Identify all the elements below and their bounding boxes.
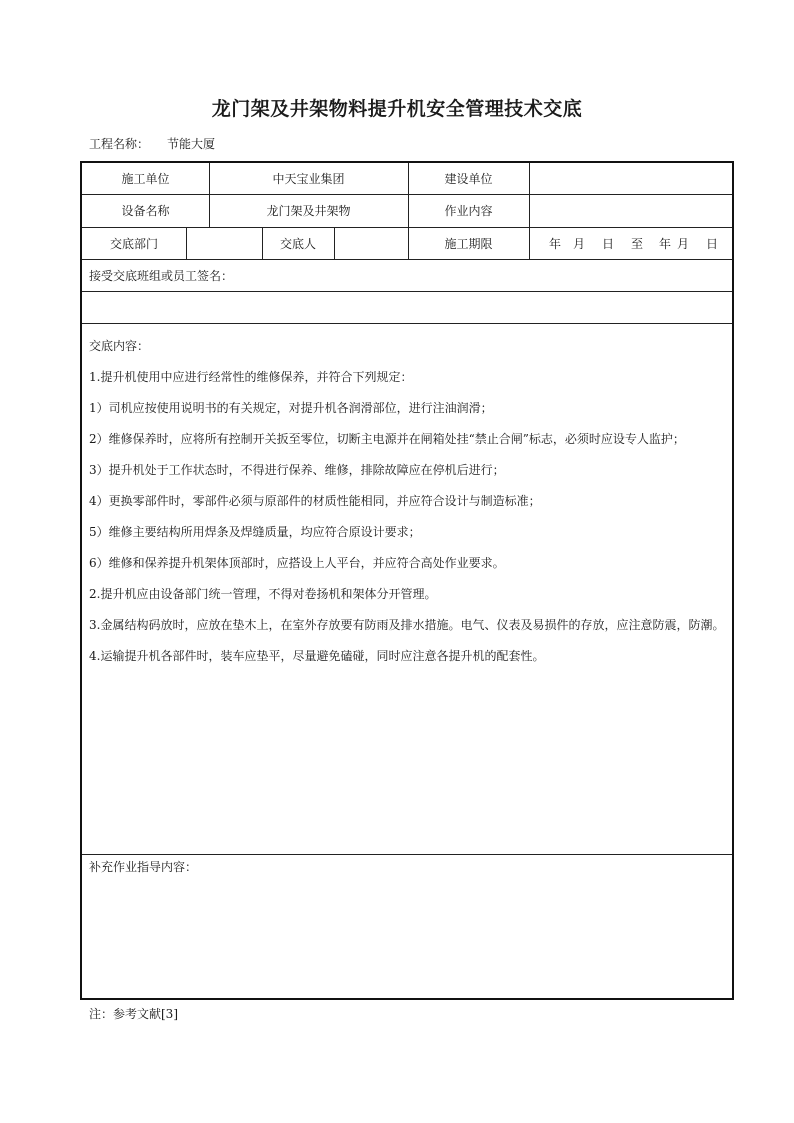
contractor-label: 施工单位 [121, 172, 170, 186]
content-item: 1.提升机使用中应进行经常性的维修保养，并符合下列规定： [89, 370, 413, 384]
content-item: 3.金属结构码放时，应放在垫木上，在室外存放要有防雨及排水措施。电气、仪表及易损件的存放，应注意防震，防潮。 [89, 618, 725, 632]
row-divider [82, 323, 732, 324]
person-label: 交底人 [279, 236, 316, 251]
content-item: 4.运输提升机各部件时，装车应垫平，尽量避免磕碰，同时应注意各提升机的配套性。 [89, 649, 545, 663]
content-item: 5）维修主要结构所用焊条及焊缝质量，均应符合原设计要求； [89, 525, 421, 539]
content-item: 1）司机应按使用说明书的有关规定，对提升机各润滑部位，进行注油润滑； [89, 401, 493, 415]
contractor-value[interactable]: 中天宝业集团 [272, 172, 345, 186]
content-item: 2）维修保养时，应将所有控制开关扳至零位，切断主电源并在闸箱处挂“禁止合闸”标志，必须时应设专人监护； [89, 432, 685, 446]
period-label: 施工期限 [444, 236, 493, 251]
period-year-1: 年 [548, 236, 561, 251]
dept-value[interactable] [186, 227, 262, 259]
supplement-label: 补充作业指导内容： [89, 860, 198, 874]
period-year-2: 年 [659, 236, 672, 251]
project-line [89, 135, 215, 152]
period-day-1: 日 [601, 236, 614, 251]
signature-label: 接受交底班组或员工签名： [89, 269, 234, 283]
page-title: 龙门架及井架物料提升机安全管理技术交底 [211, 98, 583, 120]
content-item: 3）提升机处于工作状态时，不得进行保养、维修，排除故障应在停机后进行； [89, 463, 505, 477]
project-name-label: 工程名称： [89, 137, 150, 151]
disclosure-form [80, 161, 734, 1000]
period-month-1: 月 [572, 236, 585, 251]
disclosure-content [89, 331, 727, 672]
project-name-value: 节能大厦 [167, 137, 216, 151]
work-content-label: 作业内容 [444, 204, 493, 218]
person-value[interactable] [334, 227, 408, 259]
owner-value[interactable] [529, 163, 734, 194]
row-divider [82, 259, 732, 260]
equipment-label: 设备名称 [121, 204, 170, 218]
content-item: 4）更换零部件时，零部件必须与原部件的材质性能相同，并应符合设计与制造标准； [89, 494, 541, 508]
footnote: 注：参考文献[3] [89, 1007, 178, 1021]
period-to: 至 [630, 236, 643, 251]
equipment-value[interactable]: 龙门架及井架物 [266, 204, 351, 218]
content-item: 6）维修和保养提升机架体顶部时，应搭设上人平台，并应符合高处作业要求。 [89, 556, 505, 570]
period-value[interactable] [529, 227, 734, 259]
period-month-2: 月 [677, 236, 690, 251]
dept-label: 交底部门 [109, 236, 158, 251]
work-content-value[interactable] [529, 194, 734, 227]
period-day-2: 日 [706, 236, 719, 251]
row-divider [82, 854, 732, 855]
content-heading: 交底内容： [89, 339, 150, 353]
owner-label: 建设单位 [444, 172, 493, 186]
signature-field[interactable] [82, 291, 734, 323]
content-item: 2.提升机应由设备部门统一管理，不得对卷扬机和架体分开管理。 [89, 587, 437, 601]
